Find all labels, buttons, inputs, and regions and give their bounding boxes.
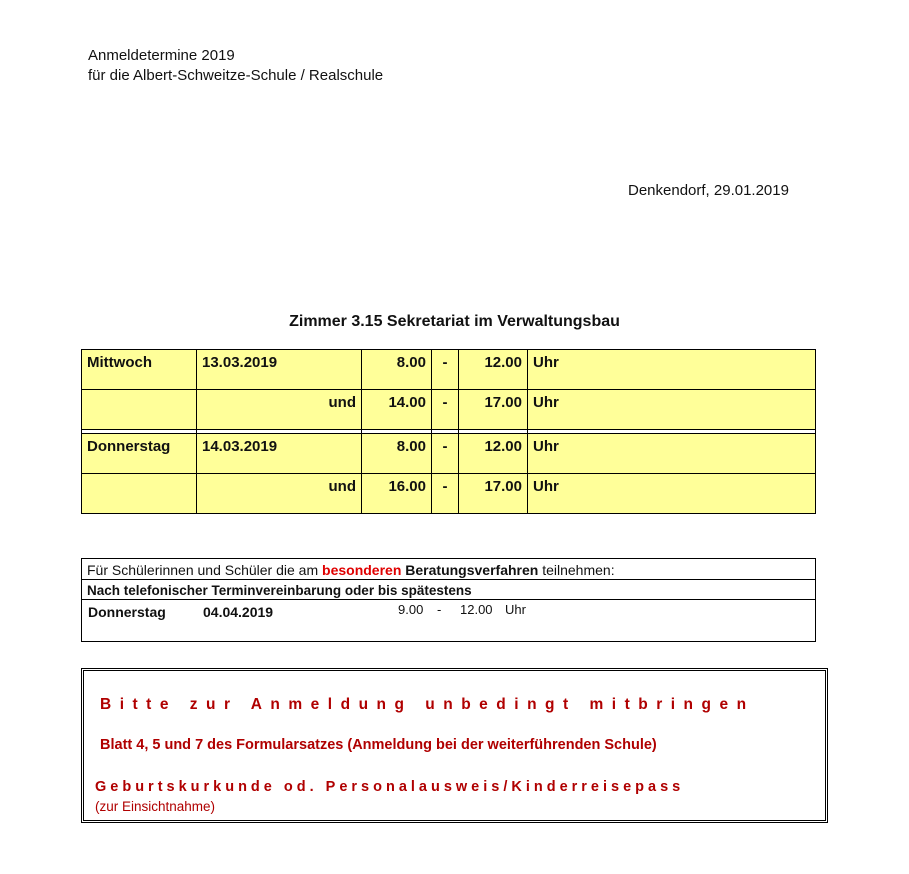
date: und [197, 390, 362, 430]
dash: - [432, 474, 459, 514]
table-row [82, 474, 816, 514]
unit: Uhr [528, 474, 816, 514]
from-time: 14.00 [362, 390, 432, 430]
table-row [82, 350, 816, 390]
intro-bold: Beratungsverfahren [401, 562, 539, 578]
to-time: 17.00 [459, 474, 528, 514]
day [82, 474, 197, 514]
notice-box [81, 668, 828, 823]
day [82, 390, 197, 430]
day: Mittwoch [82, 350, 197, 390]
schedule-table [81, 349, 816, 514]
table-row [82, 434, 816, 474]
place-date: Denkendorf, 29.01.2019 [628, 182, 789, 199]
header-line1: Anmeldetermine 2019 [88, 47, 235, 64]
special-note: Nach telefonischer Terminvereinbarung oder bis spätestens [82, 580, 815, 600]
room-title: Zimmer 3.15 Sekretariat im Verwaltungsbau [289, 313, 620, 330]
from-time: 8.00 [362, 434, 432, 474]
unit: Uhr [528, 390, 816, 430]
intro-text: Für Schülerinnen und Schüler die am [87, 562, 323, 578]
special-intro [82, 559, 815, 580]
date: und [197, 474, 362, 514]
table-row [82, 390, 816, 430]
notice-heading: Bitte zur Anmeldung unbedingt mitbringen [100, 696, 755, 713]
special-to: 12.00 [460, 602, 493, 617]
to-time: 12.00 [459, 434, 528, 474]
dash: - [432, 390, 459, 430]
date: 14.03.2019 [197, 434, 362, 474]
day: Donnerstag [82, 434, 197, 474]
special-from: 9.00 [398, 602, 424, 617]
from-time: 16.00 [362, 474, 432, 514]
to-time: 12.00 [459, 350, 528, 390]
special-day: Donnerstag [88, 604, 166, 620]
special-procedure-box [81, 558, 816, 642]
from-time: 8.00 [362, 350, 432, 390]
notice-item1: Blatt 4, 5 und 7 des Formularsatzes (Anmeldung bei der weiterführenden Schule) [100, 737, 657, 753]
unit: Uhr [528, 434, 816, 474]
to-time: 17.00 [459, 390, 528, 430]
intro-highlight: besonderen [322, 562, 402, 578]
notice-item2-note: (zur Einsichtnahme) [95, 799, 216, 814]
special-unit: Uhr [505, 602, 526, 617]
special-dash: - [437, 602, 442, 617]
intro-text-end: teilnehmen: [538, 562, 615, 578]
notice-item2: Geburtskurkunde od. Personalausweis/Kinderreisepass [95, 779, 685, 795]
header-line2: für die Albert-Schweitze-Schule / Realschule [88, 67, 384, 84]
dash: - [432, 350, 459, 390]
special-date: 04.04.2019 [203, 604, 274, 620]
date: 13.03.2019 [197, 350, 362, 390]
dash: - [432, 434, 459, 474]
unit: Uhr [528, 350, 816, 390]
